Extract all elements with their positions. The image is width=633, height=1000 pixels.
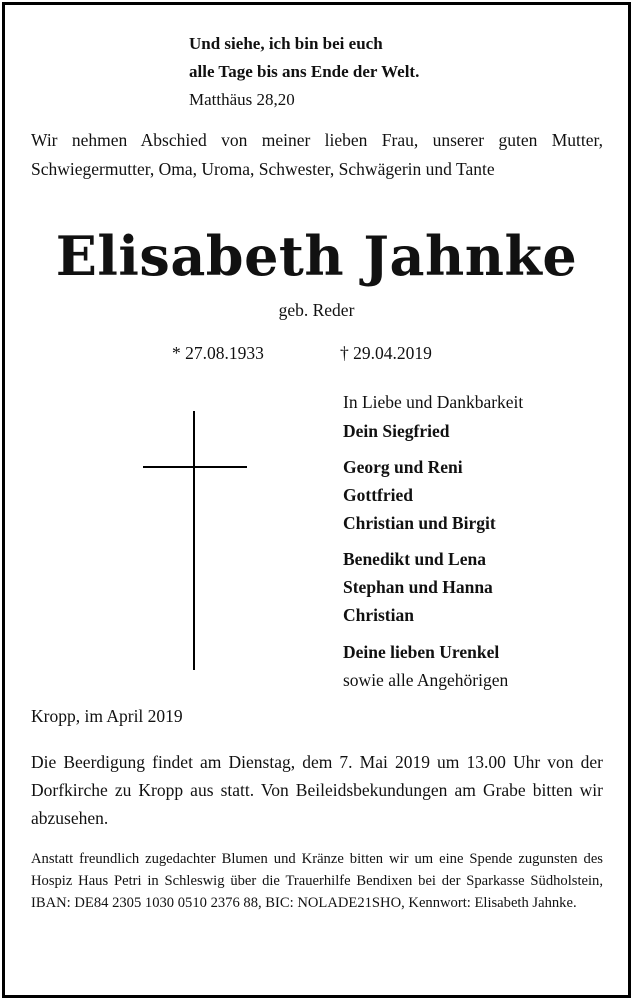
cross-horizontal-bar <box>143 466 247 468</box>
verse-line-1: Und siehe, ich bin bei euch <box>189 34 383 53</box>
birth-date: * 27.08.1933 <box>172 343 264 363</box>
mourner-great-grandchildren: Deine lieben Urenkel <box>343 642 500 662</box>
funeral-notice: Die Beerdigung findet am Dienstag, dem 7. Mai 2019 um 13.00 Uhr von der Dorfkirche zu Kropp aus statt. Von Beileidsbekundungen am Grabe bitten wir abzusehen. <box>31 752 603 828</box>
farewell-intro: Wir nehmen Abschied von meiner lieben Frau, unserer guten Mutter, Schwiegermutter, Oma, Uroma, Schwester, Schwägerin und Tante <box>31 130 603 179</box>
deceased-name: Elisabeth Jahnke <box>55 224 578 288</box>
mourner-name: Stephan und Hanna <box>343 577 493 597</box>
mourner-name: Christian <box>343 605 414 625</box>
mourners-intro: In Liebe und Dankbarkeit <box>343 392 524 412</box>
mourner-spouse: Dein Siegfried <box>343 421 450 441</box>
birth-name: geb. Reder <box>278 300 355 320</box>
mourner-name: Benedikt und Lena <box>343 549 486 569</box>
mourner-relatives: sowie alle Angehörigen <box>343 670 509 690</box>
mourner-name: Christian und Birgit <box>343 513 496 533</box>
donation-notice: Anstatt freundlich zugedachter Blumen und Kränze bitten wir um eine Spende zugunsten des Hospiz Haus Petri in Schleswig über die Trauerhilfe Bendixen bei der Sparkasse Südholstein, IBAN: DE84 2305 1030 0510 2376 88, BIC: NOLADE21SHO, Kennwort: Elisabeth Jahnke. <box>31 851 603 911</box>
mourner-name: Gottfried <box>343 485 413 505</box>
verse-line-2: alle Tage bis ans Ende der Welt. <box>189 62 420 81</box>
place-date: Kropp, im April 2019 <box>31 706 183 726</box>
cross-vertical-bar <box>193 411 195 670</box>
death-date: † 29.04.2019 <box>340 343 432 363</box>
verse-reference: Matthäus 28,20 <box>189 90 295 109</box>
mourner-name: Georg und Reni <box>343 457 463 477</box>
